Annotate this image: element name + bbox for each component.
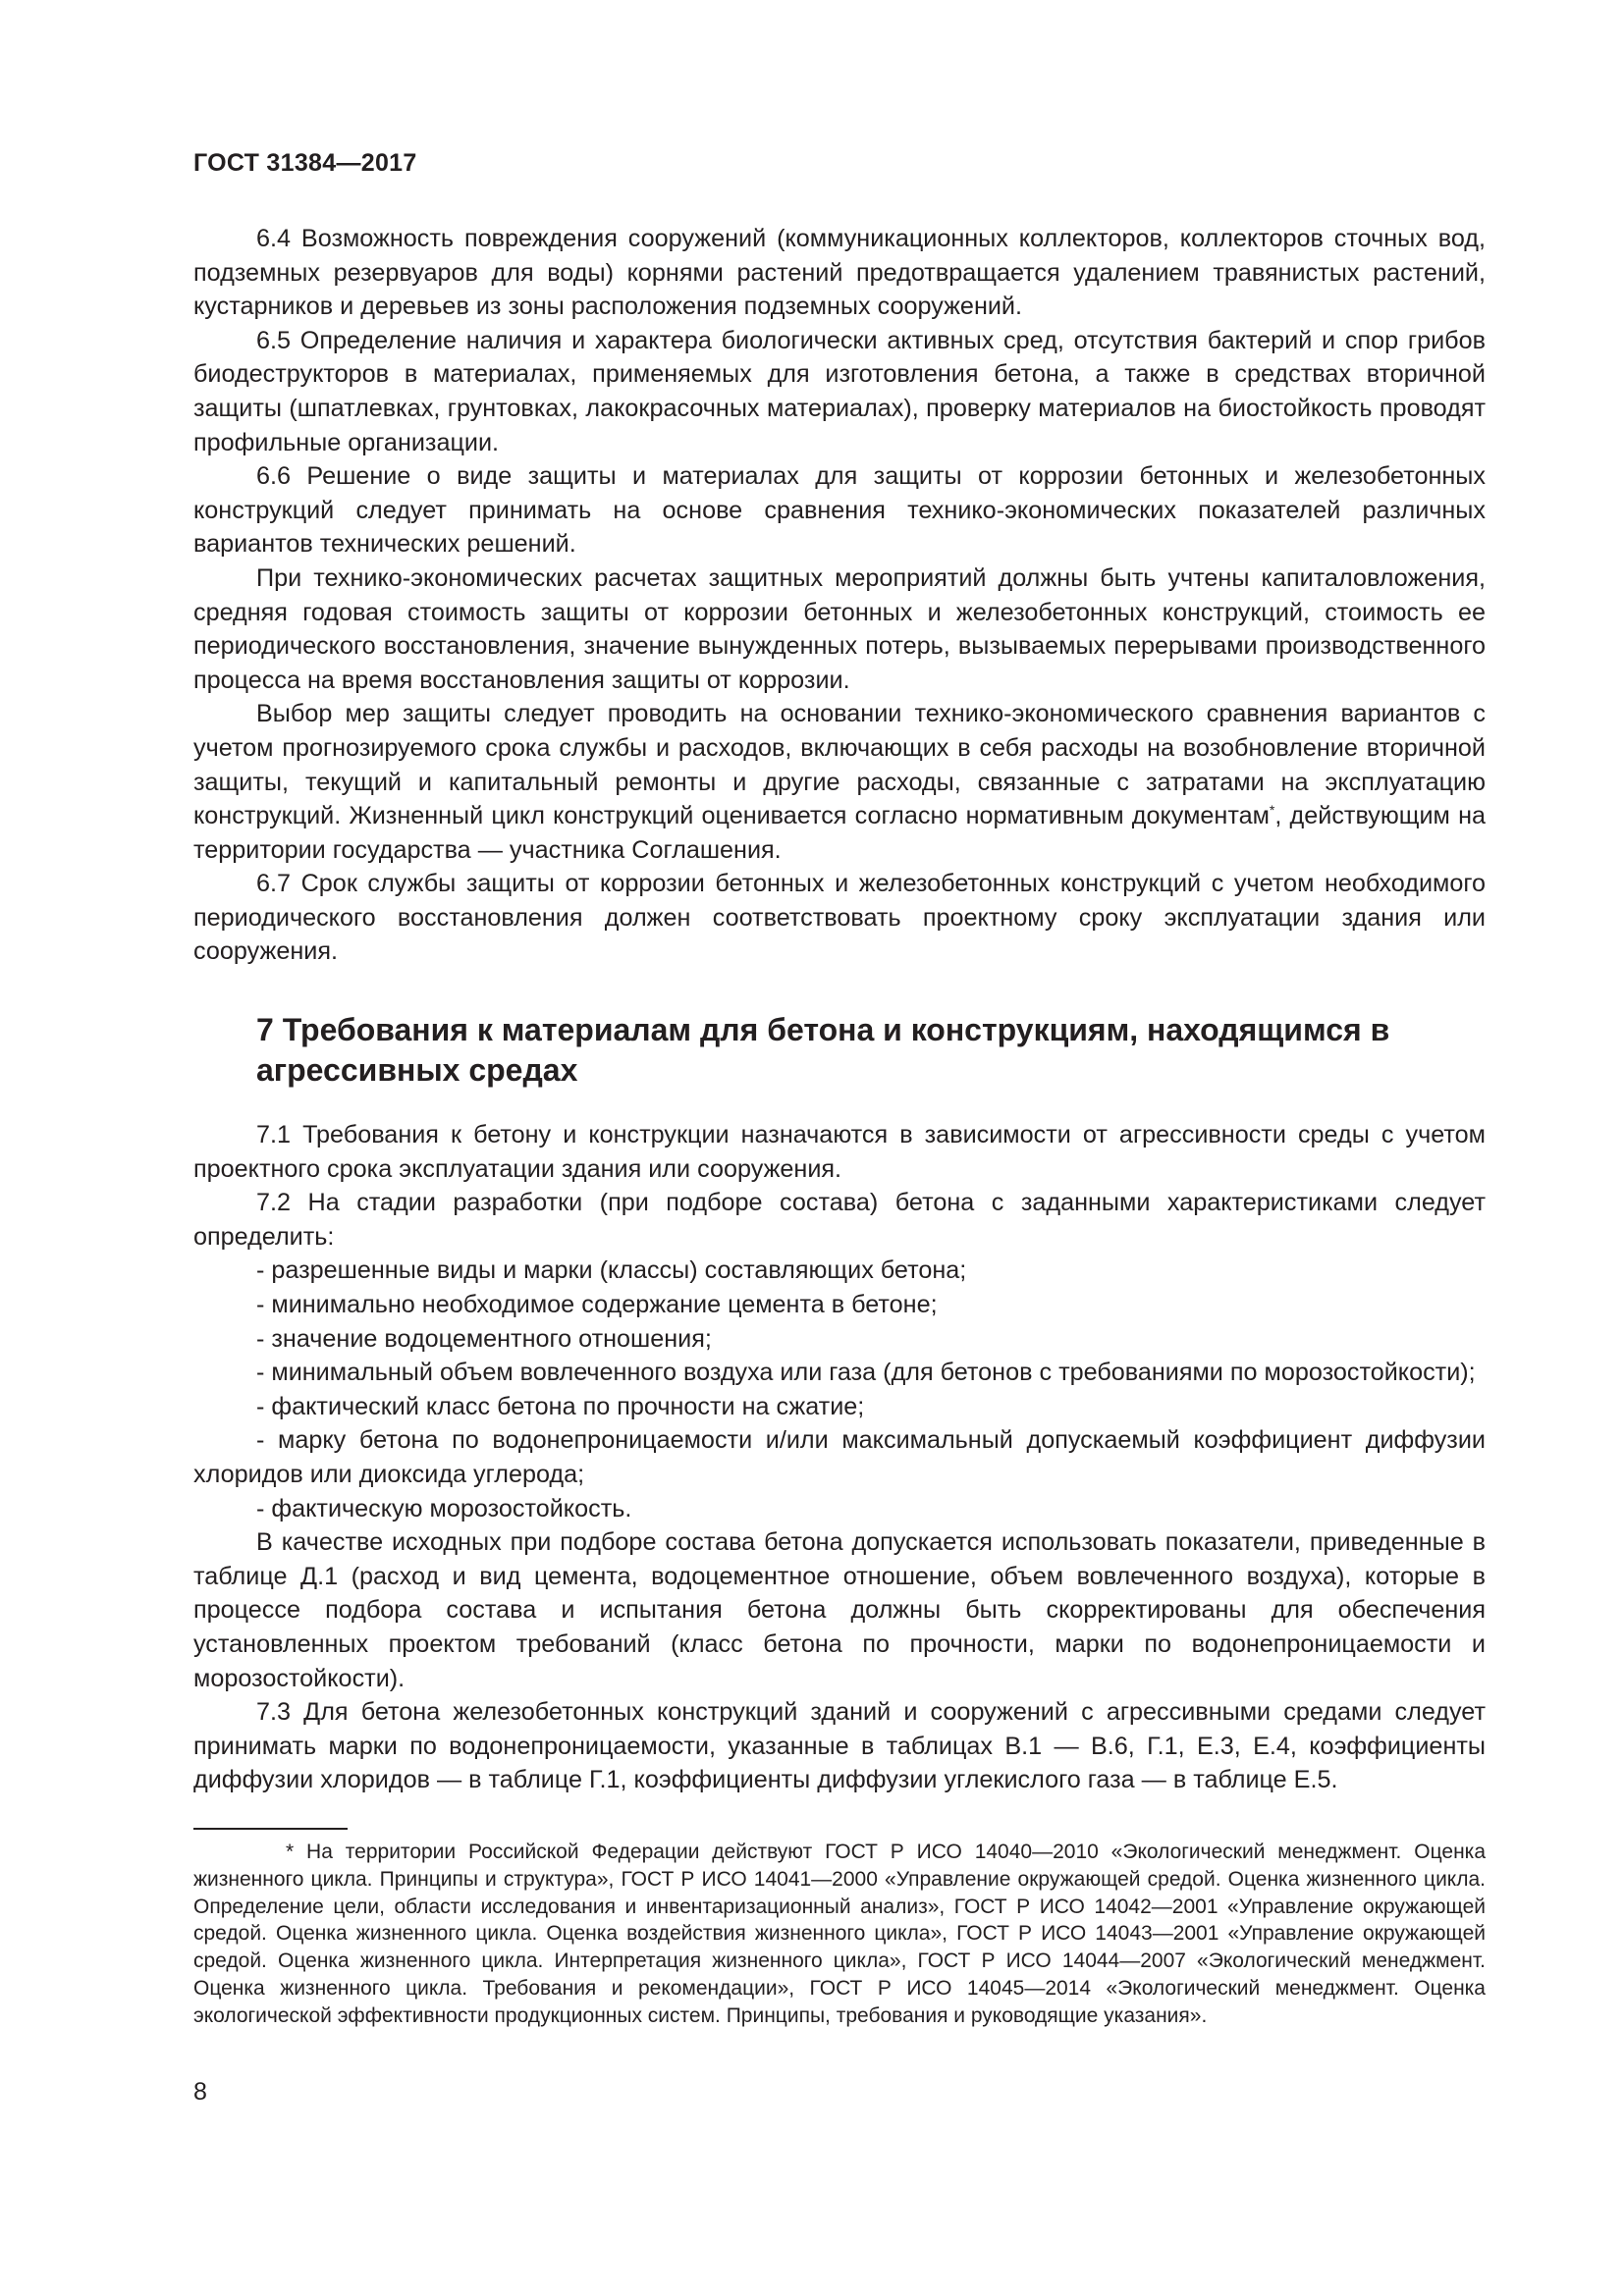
footnote-marker: * (1269, 802, 1275, 819)
document-header: ГОСТ 31384—2017 (193, 149, 417, 177)
paragraph-protection-choice (193, 697, 1486, 867)
paragraph-7-3: 7.3 Для бетона железобетонных конструкций зданий и сооружений с агрессивными средами следует принимать марки по водонепроницаемости, указанные в таблицах В.1 — В.6, Г.1, Е.3, Е.4, коэффициенты диффузии хлоридов — в таблице Г.1, коэффициенты диффузии углекислого газа — в таблице Е.5. (193, 1698, 1486, 1794)
paragraph-6-6: 6.6 Решение о виде защиты и материалах для защиты от коррозии бетонных и железобетонных конструкций следует принимать на основе сравнения технико-экономических показателей различных вариантов технических решений. (193, 462, 1486, 559)
paragraph-7-2: 7.2 На стадии разработки (при подборе состава) бетона с заданными характеристиками следует определить: (193, 1189, 1486, 1251)
list-item: - минимально необходимое содержание цемента в бетоне; (256, 1291, 938, 1319)
page-number: 8 (193, 2078, 207, 2106)
list-item: - минимальный объем вовлеченного воздуха или газа (для бетонов с требованиями по морозостойкости); (256, 1359, 1476, 1387)
footnote-divider (193, 1828, 348, 1830)
paragraph-6-5: 6.5 Определение наличия и характера биологически активных сред, отсутствия бактерий и спор грибов биодеструкторов в материалах, применяемых для изготовления бетона, а также в средствах вторичной защиты (шпатлевках, грунтовках, лакокрасочных материалах), проверку материалов на биостойкость проводят профильные организации. (193, 326, 1486, 456)
paragraph-7-1: 7.1 Требования к бетону и конструкции назначаются в зависимости от агрессивности среды с учетом проектного срока эксплуатации здания или сооружения. (193, 1121, 1486, 1183)
list-item: - фактический класс бетона по прочности на сжатие; (256, 1392, 865, 1420)
footnote (193, 1839, 1486, 2030)
protection-choice-text-end: , действующим на территории государства — участника Соглашения. (193, 802, 1486, 864)
paragraph-economic-calculations: При технико-экономических расчетах защитных мероприятий должны быть учтены капиталовложения, средняя годовая стоимость защиты от коррозии бетонных и железобетонных конструкций, стоимость ее периодического восстановления, значение вынужденных потерь, вызываемых перерывами производственного процесса на время восстановления защиты от коррозии. (193, 563, 1486, 694)
paragraph-6-4: 6.4 Возможность повреждения сооружений (коммуникационных коллекторов, коллекторов сточных вод, подземных резервуаров для воды) корнями растений предотвращается удалением травянистых растений, кустарников и деревьев из зоны расположения подземных сооружений. (193, 225, 1486, 321)
list-item: - марку бетона по водонепроницаемости и/или максимальный допускаемый коэффициент диффузии хлоридов или диоксида углерода; (193, 1426, 1486, 1488)
paragraph-initial-parameters: В качестве исходных при подборе состава бетона допускается использовать показатели, приведенные в таблице Д.1 (расход и вид цемента, водоцементное отношение, объем вовлеченного воздуха), которые в процессе подбора состава и испытания бетона должны быть скорректированы для обеспечения установленных проектом требований (класс бетона по прочности, марки по водонепроницаемости и морозостойкости). (193, 1528, 1486, 1692)
protection-choice-text: Выбор мер защиты следует проводить на основании технико-экономического сравнения вариантов с учетом прогнозируемого срока службы и расходов, включающих в себя расходы на возобновление вторичной защиты, текущий и капитальный ремонты и другие расходы, связанные с затратами на эксплуатацию конструкций. Жизненный цикл конструкций оценивается согласно нормативным документам (193, 700, 1486, 830)
section-7-title: 7 Требования к материалам для бетона и конструкциям, находящимся в агрессивных средах (256, 1012, 1390, 1089)
list-item: - фактическую морозостойкость. (256, 1494, 632, 1522)
body-text (193, 222, 1486, 1797)
list-item: - значение водоцементного отношения; (256, 1324, 712, 1353)
footnote-text: * На территории Российской Федерации действуют ГОСТ Р ИСО 14040—2010 «Экологический менеджмент. Оценка жизненного цикла. Принципы и структура», ГОСТ Р ИСО 14041—2000 «Управление окружающей средой. Оценка жизненного цикла. Определение цели, области исследования и инвентаризационный анализ», ГОСТ Р ИСО 14042—2001 «Управление окружающей средой. Оценка жизненного цикла. Оценка воздействия жизненного цикла», ГОСТ Р ИСО 14043—2001 «Управление окружающей средой. Оценка жизненного цикла. Интерпретация жизненного цикла», ГОСТ Р ИСО 14044—2007 «Экологический менеджмент. Оценка жизненного цикла. Требования и рекомендации», ГОСТ Р ИСО 14045—2014 «Экологический менеджмент. Оценка экологической эффективности продукционных систем. Принципы, требования и руководящие указания». (193, 1841, 1486, 2027)
list-item: - разрешенные виды и марки (классы) составляющих бетона; (256, 1256, 967, 1285)
paragraph-6-7: 6.7 Срок службы защиты от коррозии бетонных и железобетонных конструкций с учетом необходимого периодического восстановления должен соответствовать проектному сроку эксплуатации здания или сооружения. (193, 870, 1486, 966)
